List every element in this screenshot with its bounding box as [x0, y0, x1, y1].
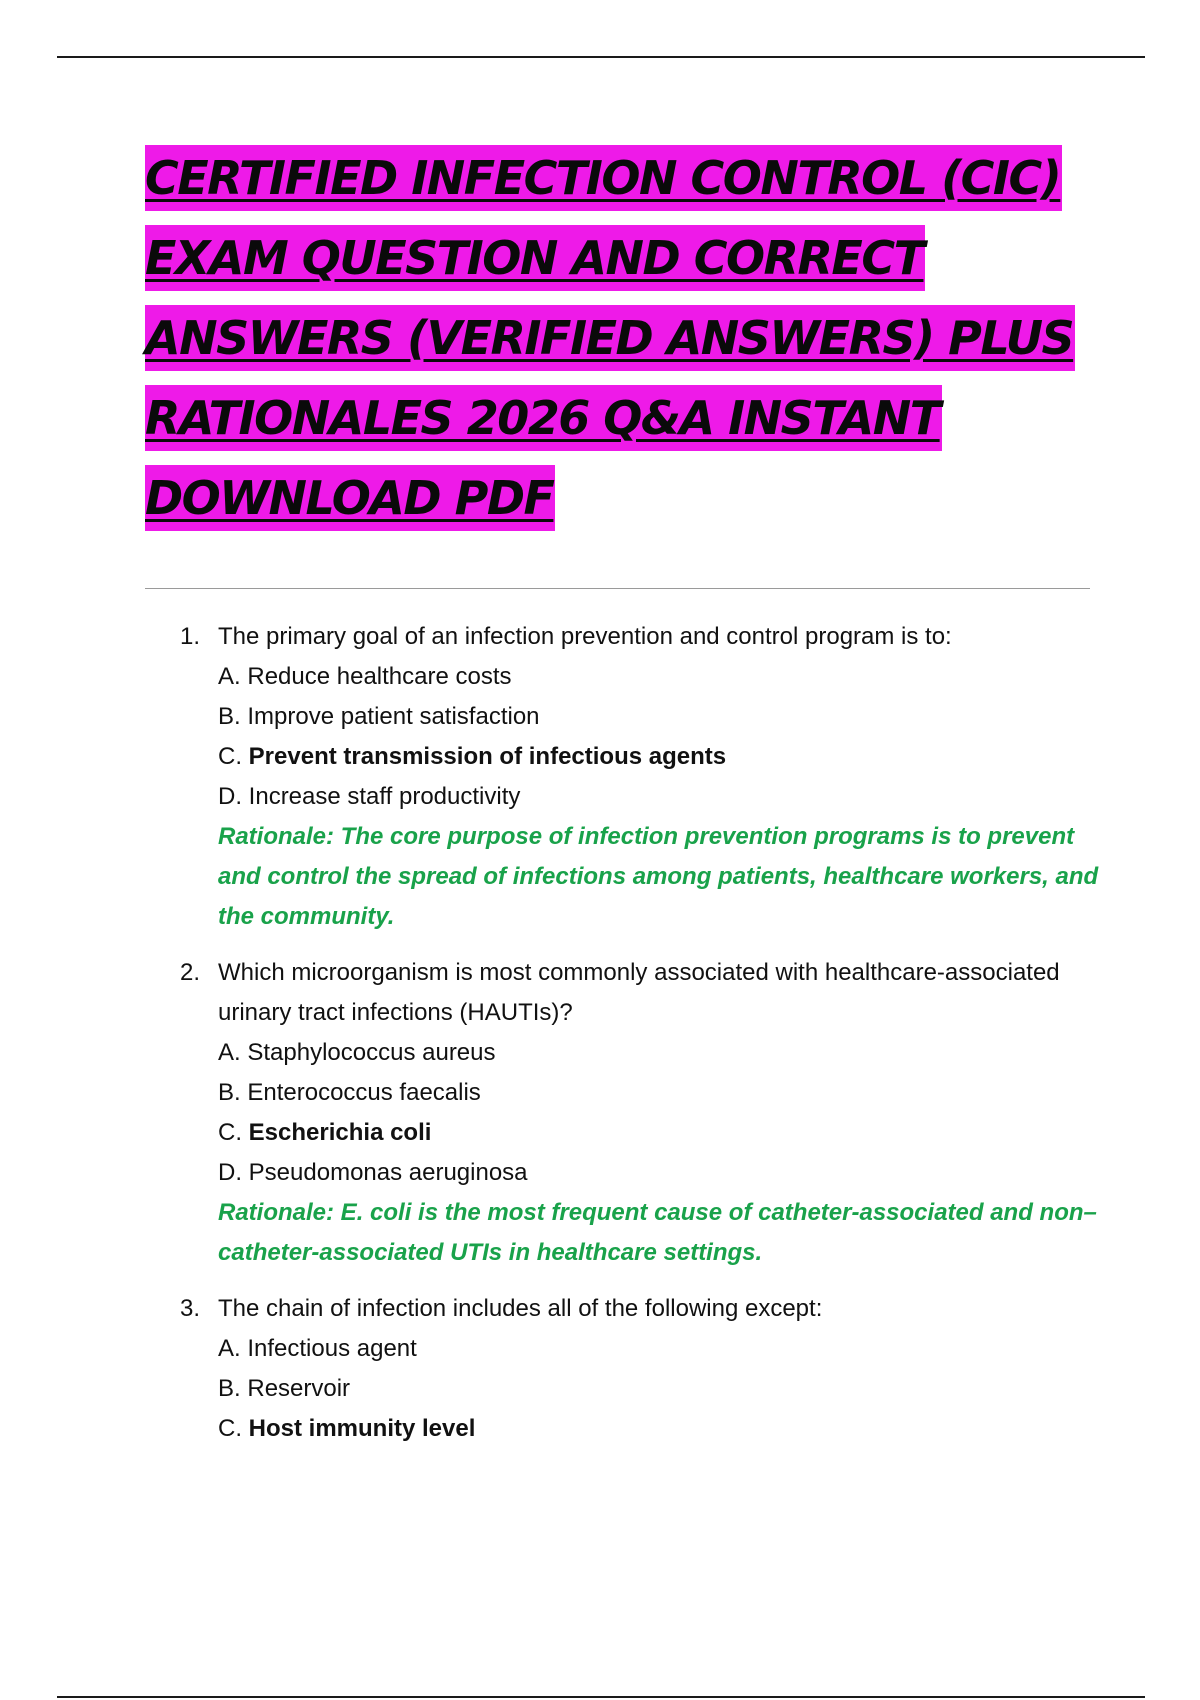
title-line: ANSWERS (VERIFIED ANSWERS) PLUS: [145, 305, 1045, 385]
question-text: Which microorganism is most commonly associated with healthcare-associated urinary tract infections (HAUTIs)?: [218, 959, 1060, 1026]
question-item: [180, 1289, 1100, 1449]
question-item: [180, 617, 1100, 937]
question-list: [180, 617, 1100, 1465]
title-line: CERTIFIED INFECTION CONTROL (CIC): [145, 145, 1045, 225]
question-text: The primary goal of an infection prevention and control program is to:: [218, 623, 952, 650]
question-number: 2.: [180, 959, 201, 986]
question-number: 3.: [180, 1295, 201, 1322]
answer-option: A. Reduce healthcare costs: [218, 663, 512, 690]
answer-option: D. Increase staff productivity: [218, 783, 521, 810]
answer-option: A. Staphylococcus aureus: [218, 1039, 496, 1066]
answer-option-correct: C. Prevent transmission of infectious agents: [218, 743, 727, 770]
answer-option: D. Pseudomonas aeruginosa: [218, 1159, 528, 1186]
answer-option-correct: C. Host immunity level: [218, 1415, 476, 1442]
answer-option: B. Improve patient satisfaction: [218, 703, 540, 730]
header-rule: [57, 56, 1145, 58]
answer-option-correct: C. Escherichia coli: [218, 1119, 432, 1146]
answer-option: B. Enterococcus faecalis: [218, 1079, 481, 1106]
answer-option: B. Reservoir: [218, 1375, 351, 1402]
document-title: [145, 145, 1074, 545]
section-divider: [145, 588, 1090, 589]
question-item: [180, 953, 1100, 1273]
question-number: 1.: [180, 623, 201, 650]
title-line: DOWNLOAD PDF: [145, 465, 1045, 545]
title-line: EXAM QUESTION AND CORRECT: [145, 225, 1045, 305]
answer-option: A. Infectious agent: [218, 1335, 417, 1362]
title-line: RATIONALES 2026 Q&A INSTANT: [145, 385, 1045, 465]
footer-rule: [57, 1696, 1145, 1698]
rationale-text: Rationale: E. coli is the most frequent cause of catheter-associated and non–catheter-associated UTIs in healthcare settings.: [218, 1199, 1097, 1266]
question-text: The chain of infection includes all of the following except:: [218, 1295, 823, 1322]
rationale-text: Rationale: The core purpose of infection prevention programs is to prevent and control the spread of infections among patients, healthcare workers, and the community.: [218, 823, 1099, 930]
